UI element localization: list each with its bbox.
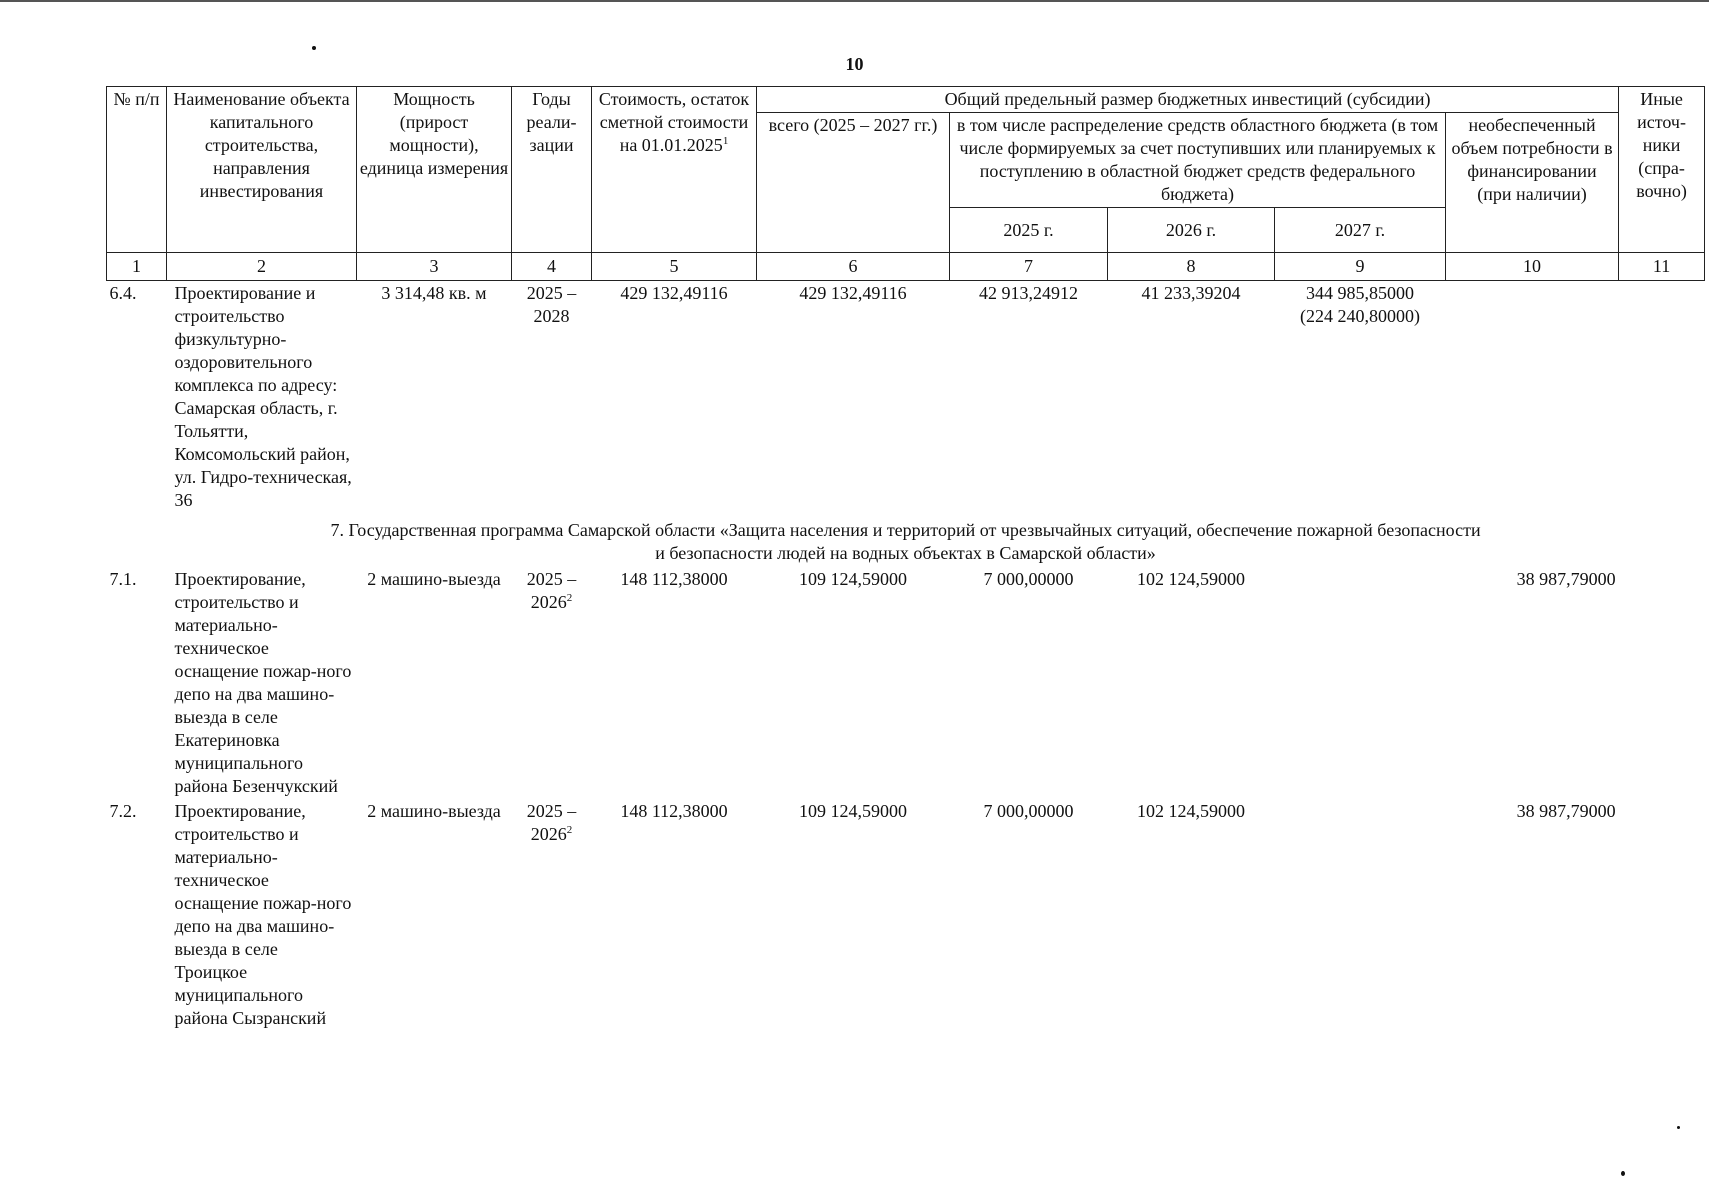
column-number: 3 bbox=[357, 253, 512, 281]
total-amount: 429 132,49116 bbox=[799, 283, 907, 303]
unfunded-amount bbox=[1446, 281, 1619, 514]
budget-investment-table bbox=[106, 86, 1705, 1031]
amount-2027-value: 344 985,85000 bbox=[1306, 283, 1414, 303]
page-number: 10 bbox=[845, 54, 864, 74]
capacity: 3 314,48 кв. м bbox=[381, 283, 487, 303]
years bbox=[512, 799, 592, 1031]
row-number: 7.2. bbox=[109, 801, 137, 821]
amount-2026: 102 124,59000 bbox=[1137, 801, 1245, 821]
column-number: 11 bbox=[1619, 253, 1705, 281]
capacity: 2 машино-выезда bbox=[367, 569, 501, 589]
header-2027: 2027 г. bbox=[1275, 208, 1446, 253]
cost: 148 112,38000 bbox=[620, 569, 728, 589]
amount-2027 bbox=[1275, 281, 1446, 514]
header-row-1 bbox=[107, 87, 1705, 113]
years-footnote: 2 bbox=[566, 824, 573, 836]
amount-2025: 7 000,00000 bbox=[983, 569, 1074, 589]
amount-2027 bbox=[1275, 799, 1446, 1031]
column-number: 6 bbox=[757, 253, 950, 281]
amount-2025: 42 913,24912 bbox=[979, 283, 1078, 303]
total-amount: 109 124,59000 bbox=[799, 569, 907, 589]
other-sources bbox=[1619, 567, 1705, 799]
table-row bbox=[107, 567, 1705, 799]
scan-speck bbox=[1677, 1126, 1680, 1129]
header-unfunded: необеспеченный объем потребности в финансировании (при наличии) bbox=[1446, 113, 1619, 253]
column-number: 7 bbox=[950, 253, 1108, 281]
object-name: Проектирование, строительство и материально-техническое оснащение пожар-ного депо на два машино-выезда в селе Екатериновка муниципального района Безенчукский bbox=[174, 569, 352, 796]
other-sources bbox=[1619, 799, 1705, 1031]
years bbox=[512, 567, 592, 799]
amount-2027-federal: (224 240,80000) bbox=[1300, 306, 1420, 326]
header-years: Годы реали-зации bbox=[512, 87, 592, 253]
column-numbers-row bbox=[107, 253, 1705, 281]
header-total: всего (2025 – 2027 гг.) bbox=[757, 113, 950, 253]
other-sources bbox=[1619, 281, 1705, 514]
object-name: Проектирование, строительство и материально-техническое оснащение пожар-ного депо на два машино-выезда в селе Троицкое муниципального района Сызранский bbox=[174, 801, 352, 1028]
column-number: 9 bbox=[1275, 253, 1446, 281]
header-no: № п/п bbox=[107, 87, 167, 253]
years-text: 2025 – 2026 bbox=[526, 801, 577, 844]
total-amount: 109 124,59000 bbox=[799, 801, 907, 821]
years-text: 2025 – 2028 bbox=[526, 283, 577, 326]
years bbox=[512, 281, 592, 514]
scan-speck bbox=[312, 46, 316, 50]
scan-speck bbox=[1621, 1171, 1625, 1176]
column-number: 5 bbox=[592, 253, 757, 281]
header-total-investment-group: Общий предельный размер бюджетных инвестиций (субсидии) bbox=[757, 87, 1619, 113]
header-cost-footnote: 1 bbox=[722, 135, 729, 147]
section-title bbox=[107, 513, 1705, 567]
column-number: 2 bbox=[167, 253, 357, 281]
amount-2026: 102 124,59000 bbox=[1137, 569, 1245, 589]
header-capacity: Мощность (прирост мощности), единица измерения bbox=[357, 87, 512, 253]
object-name: Проектирование и строительство физкультурно-оздоровительного комплекса по адресу: Самарская область, г. Тольятти, Комсомольский район, ул. Гидро-техническая, 36 bbox=[174, 283, 352, 510]
column-number: 10 bbox=[1446, 253, 1619, 281]
header-cost bbox=[592, 87, 757, 253]
unfunded-amount: 38 987,79000 bbox=[1516, 569, 1616, 589]
row-number: 6.4. bbox=[109, 283, 137, 303]
section-title-line-2: и безопасности людей на водных объектах в Самарской области» bbox=[655, 543, 1156, 563]
header-object-name: Наименование объекта капитального строительства, направления инвестирования bbox=[167, 87, 357, 253]
cost: 429 132,49116 bbox=[620, 283, 728, 303]
years-footnote: 2 bbox=[566, 592, 573, 604]
years-text: 2025 – 2026 bbox=[526, 569, 577, 612]
amount-2025: 7 000,00000 bbox=[983, 801, 1074, 821]
header-other-sources: Иные источ-ники (спра-вочно) bbox=[1619, 87, 1705, 253]
capacity: 2 машино-выезда bbox=[367, 801, 501, 821]
column-number: 8 bbox=[1108, 253, 1275, 281]
header-2025: 2025 г. bbox=[950, 208, 1108, 253]
amount-2026: 41 233,39204 bbox=[1141, 283, 1241, 303]
unfunded-amount: 38 987,79000 bbox=[1516, 801, 1616, 821]
column-number: 4 bbox=[512, 253, 592, 281]
header-regional-budget: в том числе распределение средств областного бюджета (в том числе формируемых за счет поступивших или планируемых к поступлению в областной бюджет средств федерального бюджета) bbox=[950, 113, 1446, 208]
header-cost-text: Стоимость, остаток сметной стоимости на 01.01.2025 bbox=[598, 89, 750, 155]
column-number: 1 bbox=[107, 253, 167, 281]
row-number: 7.1. bbox=[109, 569, 137, 589]
amount-2027 bbox=[1275, 567, 1446, 799]
table-row bbox=[107, 799, 1705, 1031]
header-2026: 2026 г. bbox=[1108, 208, 1275, 253]
section-title-line-1: 7. Государственная программа Самарской области «Защита населения и территорий от чрезвычайных ситуаций, обеспечение пожарной безопасности bbox=[330, 520, 1481, 540]
table-row bbox=[107, 281, 1705, 514]
top-border-line bbox=[0, 0, 1709, 2]
cost: 148 112,38000 bbox=[620, 801, 728, 821]
section-title-row bbox=[107, 513, 1705, 567]
